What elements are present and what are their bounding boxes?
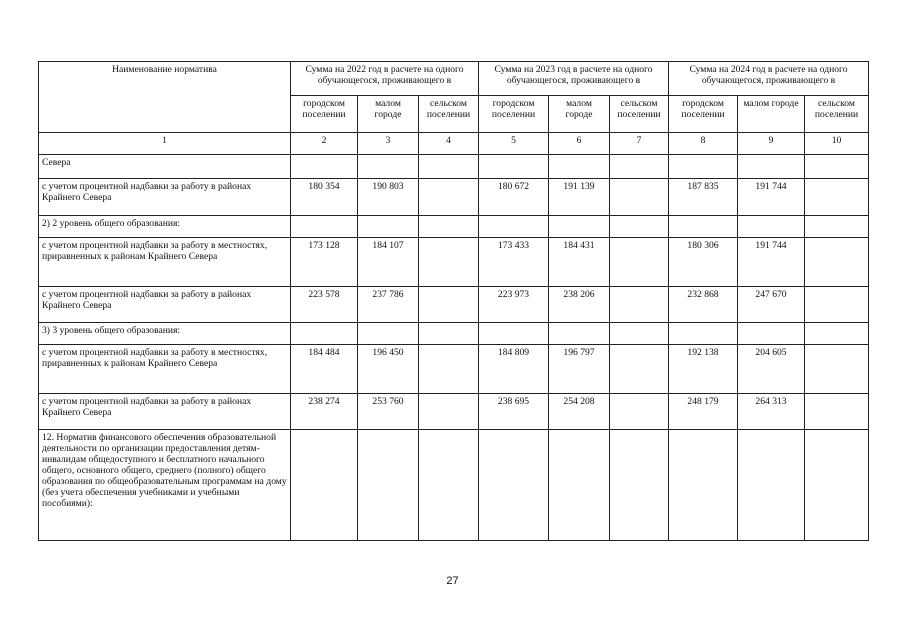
table-row <box>39 323 869 345</box>
value-cell <box>738 323 805 345</box>
value-cell <box>805 238 869 287</box>
value-cell <box>549 216 610 238</box>
value-cell <box>358 216 419 238</box>
value-cell: 254 208 <box>549 394 610 430</box>
value-cell: 173 433 <box>479 238 549 287</box>
value-cell <box>610 287 669 323</box>
header-sub-cell: малом городе <box>738 96 805 133</box>
row-label: 2) 2 уровень общего образования: <box>39 216 291 238</box>
value-cell <box>805 394 869 430</box>
column-number: 3 <box>358 133 419 155</box>
header-sub-cell: городском поселении <box>669 96 738 133</box>
value-cell <box>669 216 738 238</box>
value-cell <box>610 155 669 179</box>
value-cell <box>610 216 669 238</box>
value-cell <box>419 287 479 323</box>
value-cell <box>610 430 669 541</box>
value-cell: 238 695 <box>479 394 549 430</box>
value-cell <box>610 345 669 394</box>
table-row <box>39 155 869 179</box>
value-cell <box>419 345 479 394</box>
value-cell: 204 605 <box>738 345 805 394</box>
value-cell <box>669 155 738 179</box>
header-sub-cell: сельском поселении <box>805 96 869 133</box>
row-label: с учетом процентной надбавки за работу в районах Крайнего Севера <box>39 394 291 430</box>
value-cell <box>419 179 479 216</box>
header-sub-cell: сельском поселении <box>610 96 669 133</box>
value-cell <box>419 216 479 238</box>
value-cell <box>805 216 869 238</box>
column-number: 4 <box>419 133 479 155</box>
value-cell <box>479 155 549 179</box>
value-cell: 191 744 <box>738 238 805 287</box>
value-cell: 191 139 <box>549 179 610 216</box>
value-cell: 180 354 <box>291 179 358 216</box>
header-group-2022: Сумма на 2022 год в расчете на одного обучающегося, проживающего в <box>291 62 479 96</box>
page-number: 27 <box>446 575 459 587</box>
value-cell: 248 179 <box>669 394 738 430</box>
value-cell <box>479 216 549 238</box>
header-group-2024: Сумма на 2024 год в расчете на одного обучающегося, проживающего в <box>669 62 869 96</box>
table-row <box>39 430 869 541</box>
value-cell: 190 803 <box>358 179 419 216</box>
value-cell <box>805 323 869 345</box>
value-cell: 237 786 <box>358 287 419 323</box>
value-cell: 184 107 <box>358 238 419 287</box>
table-row <box>39 394 869 430</box>
header-sub-cell: малом городе <box>358 96 419 133</box>
column-number: 6 <box>549 133 610 155</box>
column-number: 1 <box>39 133 291 155</box>
value-cell <box>419 430 479 541</box>
table-row <box>39 287 869 323</box>
value-cell: 180 306 <box>669 238 738 287</box>
value-cell: 238 206 <box>549 287 610 323</box>
value-cell <box>358 430 419 541</box>
header-sub-cell: малом городе <box>549 96 610 133</box>
row-label: Севера <box>39 155 291 179</box>
header-group-2023: Сумма на 2023 год в расчете на одного обучающегося, проживающего в <box>479 62 669 96</box>
value-cell: 191 744 <box>738 179 805 216</box>
value-cell <box>549 323 610 345</box>
column-number: 2 <box>291 133 358 155</box>
value-cell: 196 797 <box>549 345 610 394</box>
row-label: с учетом процентной надбавки за работу в районах Крайнего Севера <box>39 179 291 216</box>
value-cell: 184 431 <box>549 238 610 287</box>
value-cell <box>479 430 549 541</box>
row-label: с учетом процентной надбавки за работу в местностях, приравненных к районам Крайнего Севера <box>39 345 291 394</box>
value-cell: 184 484 <box>291 345 358 394</box>
column-number: 5 <box>479 133 549 155</box>
value-cell <box>549 155 610 179</box>
value-cell <box>358 155 419 179</box>
value-cell: 223 973 <box>479 287 549 323</box>
value-cell <box>419 323 479 345</box>
value-cell: 238 274 <box>291 394 358 430</box>
value-cell: 247 670 <box>738 287 805 323</box>
value-cell <box>805 179 869 216</box>
value-cell <box>610 323 669 345</box>
value-cell <box>610 394 669 430</box>
column-number: 9 <box>738 133 805 155</box>
value-cell <box>738 155 805 179</box>
table-row <box>39 345 869 394</box>
column-number: 8 <box>669 133 738 155</box>
row-label: с учетом процентной надбавки за работу в местностях, приравненных к районам Крайнего Севера <box>39 238 291 287</box>
value-cell <box>549 430 610 541</box>
value-cell <box>805 287 869 323</box>
table-row <box>39 238 869 287</box>
value-cell: 173 128 <box>291 238 358 287</box>
value-cell <box>419 155 479 179</box>
value-cell <box>805 430 869 541</box>
value-cell <box>738 216 805 238</box>
header-sub-cell: сельском поселении <box>419 96 479 133</box>
header-row-groups <box>39 62 869 96</box>
table-row <box>39 216 869 238</box>
normative-table <box>38 61 869 541</box>
value-cell <box>669 430 738 541</box>
table-row <box>39 179 869 216</box>
value-cell <box>419 238 479 287</box>
value-cell: 232 868 <box>669 287 738 323</box>
value-cell <box>610 179 669 216</box>
value-cell <box>291 323 358 345</box>
header-name-cell: Наименование норматива <box>39 62 291 133</box>
header-sub-cell: городском поселении <box>479 96 549 133</box>
header-row-numbers <box>39 133 869 155</box>
value-cell: 223 578 <box>291 287 358 323</box>
value-cell <box>291 430 358 541</box>
value-cell <box>805 155 869 179</box>
value-cell <box>419 394 479 430</box>
value-cell: 192 138 <box>669 345 738 394</box>
value-cell: 196 450 <box>358 345 419 394</box>
value-cell: 180 672 <box>479 179 549 216</box>
value-cell <box>738 430 805 541</box>
value-cell <box>479 323 549 345</box>
header-sub-cell: городском поселении <box>291 96 358 133</box>
value-cell: 184 809 <box>479 345 549 394</box>
value-cell <box>805 345 869 394</box>
value-cell: 187 835 <box>669 179 738 216</box>
column-number: 7 <box>610 133 669 155</box>
value-cell <box>610 238 669 287</box>
row-label: 12. Норматив финансового обеспечения образовательной деятельности по организации предоставления детям-инвалидам общедоступного и бесплатного начального общего, основного общего, среднего (полного) общего образования по общеобразовательным программам на дому (без учета обеспечения учебниками и учебными пособиями): <box>39 430 291 541</box>
value-cell <box>669 323 738 345</box>
value-cell <box>291 216 358 238</box>
value-cell: 253 760 <box>358 394 419 430</box>
value-cell <box>291 155 358 179</box>
column-number: 10 <box>805 133 869 155</box>
value-cell <box>358 323 419 345</box>
row-label: 3) 3 уровень общего образования: <box>39 323 291 345</box>
value-cell: 264 313 <box>738 394 805 430</box>
row-label: с учетом процентной надбавки за работу в районах Крайнего Севера <box>39 287 291 323</box>
